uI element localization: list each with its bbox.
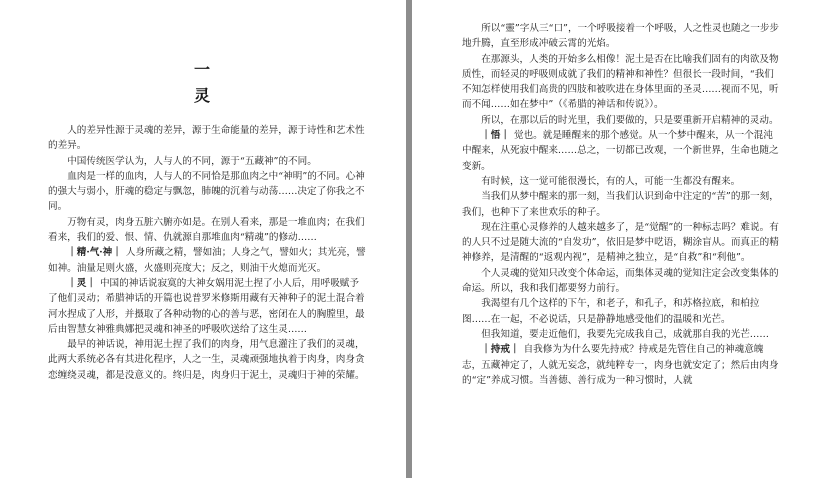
right-page bbox=[412, 0, 818, 478]
paragraph-text: 自我修为为什么要先持戒？持戒是先管住自己的神魂意魄志，五藏神定了，人就无妄念，就纯粹专一，肉身也就安定了；然后由肉身的“定”养成习惯。当善德、善行成为一种习惯时，人就 bbox=[462, 344, 779, 386]
paragraph bbox=[48, 123, 366, 154]
left-page bbox=[0, 0, 406, 478]
paragraph bbox=[462, 327, 780, 342]
paragraph-text: 有时候，这一觉可能很漫长，有的人，可能一生都没有醒来。 bbox=[481, 175, 741, 187]
paragraph-text: 人的差异性源于灵魂的差异，源于生命能量的差异，源于诗性和艺术性的差异。 bbox=[48, 125, 365, 152]
paragraph bbox=[48, 169, 366, 215]
paragraph bbox=[48, 245, 366, 276]
paragraph bbox=[462, 128, 780, 174]
paragraph bbox=[48, 337, 366, 383]
term-heading: ｜灵｜ bbox=[67, 277, 96, 289]
paragraph bbox=[462, 174, 780, 189]
paragraph bbox=[462, 342, 780, 388]
term-heading: ｜悟｜ bbox=[481, 130, 510, 142]
paragraph-text: 中国传统医学认为，人与人的不同，源于“五藏神”的不同。 bbox=[67, 155, 317, 167]
paragraph bbox=[462, 52, 780, 113]
chapter-number: 一 bbox=[193, 60, 212, 79]
paragraph bbox=[462, 189, 780, 220]
term-heading: ｜精·气·神｜ bbox=[67, 247, 122, 259]
paragraph-text: 万物有灵，肉身五脏六腑亦如是。在别人看来，那是一堆血肉；在我们看来，我们的爱、恨、情、仇就源自那堆血肉“精魂”的修动…… bbox=[48, 216, 365, 244]
left-page-body bbox=[48, 123, 366, 383]
paragraph-text: 在那源头，人类的开始多么相像！泥土是否在比喻我们固有的肉欲及物质性，而轻灵的呼吸则成就了我们的精神和神性？但很长一段时间，“我们不知怎样使用我们高贵的四肢和被吹进在身体里面的圣灵……视而不见，听而不闻……如在梦中”（《希腊的神话和传说》）。 bbox=[462, 53, 779, 111]
paragraph-text: 最早的神话说，神用泥土捏了我们的肉身，用气息灌注了我们的灵魂，此两大系统必各有其进化程序，人之一生，灵魂顽强地执着于肉身，肉身贪恋缠绕灵魂，都是没意义的。终归是，肉身归于泥土，灵魂归于神的荣耀。 bbox=[48, 339, 365, 381]
paragraph bbox=[48, 154, 366, 169]
paragraph-text: 血肉是一样的血肉，人与人的不同恰是那血肉之中“神明”的不同。心神的强大与弱小，肝魂的稳定与飘忽，肺魄的沉着与动荡……决定了你我之不同。 bbox=[48, 170, 365, 213]
paragraph bbox=[462, 21, 780, 52]
paragraph-text: 觉也。就是睡醒来的那个感觉。从一个梦中醒来，从一个混沌中醒来，从死寂中醒来……总之，一切都已改观，一个新世界，生命也随之变新。 bbox=[462, 130, 779, 172]
paragraph-text: 个人灵魂的觉知只改变个体命运，而集体灵魂的觉知注定会改变集体的命运。所以，我和我们都要努力前行。 bbox=[462, 267, 779, 295]
paragraph-text: 所以“靈”字从三“口”，一个呼吸接着一个呼吸，人之性灵也随之一步步地升腾，直至形成冲破云霄的光焰。 bbox=[462, 23, 780, 50]
paragraph-text: 现在注重心灵修养的人越来越多了，是“觉醒”的一种标志吗？难说。有的人只不过是随大流的“自发功”，依旧是梦中呓语，糊涂盲从。而真正的精神修养，是清醒的“返观内视”，是精神之独立，是“自救”和“利他”。 bbox=[462, 221, 779, 264]
paragraph bbox=[462, 113, 780, 128]
paragraph-text: 当我们从梦中醒来的那一刻，当我们认识到命中注定的“苦”的那一刻，我们，也种下了来世欢乐的种子。 bbox=[462, 191, 779, 218]
paragraph-text: 我渴望有几个这样的下午，和老子，和孔子，和苏格拉底，和柏拉图……在一起，不必说话，只是静静地感受他们的温暖和光芒。 bbox=[462, 298, 760, 325]
term-heading: ｜持戒｜ bbox=[481, 344, 520, 356]
paragraph bbox=[462, 296, 780, 327]
paragraph-text: 人身所藏之精，譬如油；人身之气，譬如火；其光亮，譬如神。油量足则火盛，火盛则亮度大；反之，则油干火熄而光灭。 bbox=[48, 247, 366, 274]
paragraph-text: 但我知道，要走近他们，我要先完成我自己，成就那自我的光芒…… bbox=[481, 328, 769, 340]
paragraph-text: 中国的神话说寂寞的大神女娲用泥土捏了小人后，用呼吸赋予了他们灵动；希腊神话的开篇也说普罗米修斯用藏有天神种子的泥土混合着河水捏成了人形，并摄取了各种动物的心的善与恶，密闭在人的胸膛里，最后由智慧女神雅典娜把灵魂和神圣的呼吸吹送给了这生灵…… bbox=[48, 277, 365, 335]
paragraph-text: 所以，在那以后的时光里，我们要做的，只是要重新开启精神的灵动。 bbox=[481, 114, 779, 126]
chapter-title: 灵 bbox=[193, 86, 212, 105]
paragraph bbox=[462, 220, 780, 266]
paragraph bbox=[48, 215, 366, 246]
paragraph bbox=[462, 266, 780, 297]
paragraph bbox=[48, 276, 366, 337]
right-page-body bbox=[462, 21, 780, 388]
